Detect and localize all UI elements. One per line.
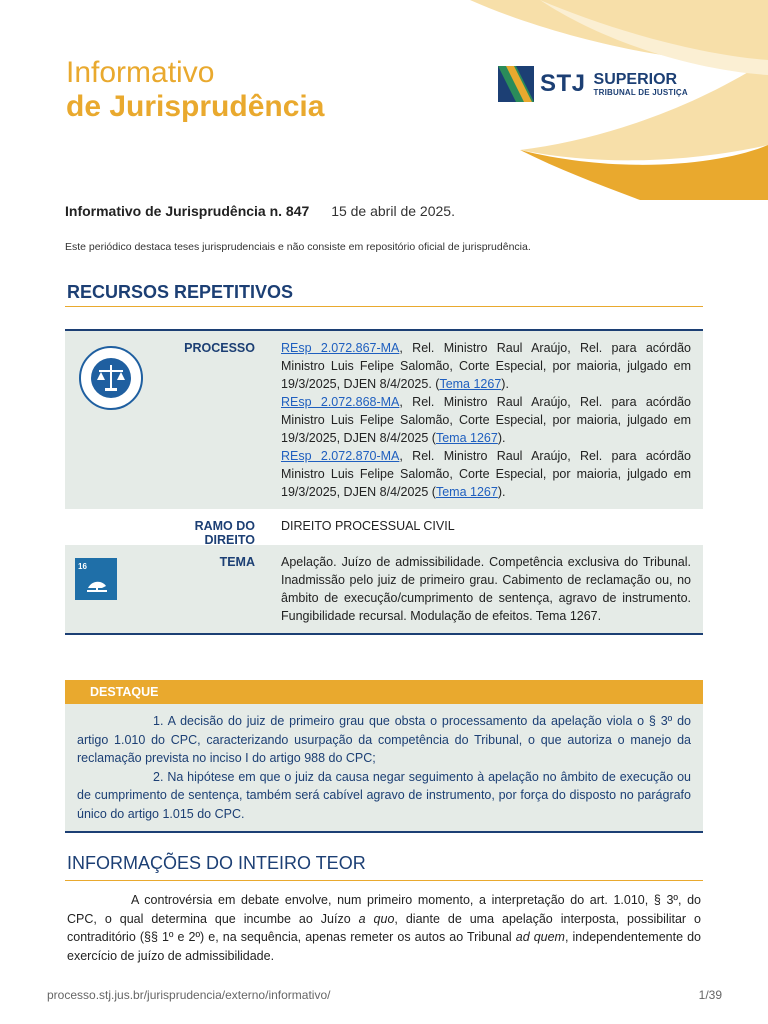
destaque-paragraph-2: 2. Na hipótese em que o juiz da causa negar seguimento à apelação no âmbito de execução ou de cumprimento de sentença, também será cabível agravo de instrumento, por força do disposto no parágrafo único do artigo 1.015 do CPC.	[77, 769, 691, 821]
destaque-paragraph-1: 1. A decisão do juiz de primeiro grau que obsta o processamento da apelação viola o § 3º do artigo 1.010 do CPC, caracterizando usurpação da competência do Tribunal, o que autoriza o manejo da reclamação prevista no inciso I do artigo 988 do CPC;	[77, 714, 691, 765]
ods-16-peace-justice-icon	[75, 558, 117, 600]
resp-link-1[interactable]: REsp 2.072.867-MA	[281, 341, 400, 355]
brand-title-line1: Informativo	[66, 56, 215, 89]
destaque-box	[65, 680, 703, 833]
processo-row	[65, 331, 703, 509]
tema-label: TEMA	[219, 555, 255, 569]
tema-link-3[interactable]: Tema 1267	[435, 485, 498, 499]
stj-logo	[498, 66, 688, 102]
precedente-qualificado-seal-icon	[78, 345, 144, 411]
ramo-row	[65, 509, 703, 545]
resp-link-3[interactable]: REsp 2.072.870-MA	[281, 449, 400, 463]
tema-link-2[interactable]: Tema 1267	[435, 431, 498, 445]
section-title: RECURSOS REPETITIVOS	[67, 282, 294, 302]
stj-name: SUPERIOR	[593, 70, 678, 88]
processo-entry: REsp 2.072.868-MA, Rel. Ministro Raul Araújo, Rel. para acórdão Ministro Luis Felipe Salomão, Corte Especial, por maioria, julgado em 19/3/2025, DJEN 8/4/2025 (Tema 1267).	[281, 395, 691, 445]
inteiro-teor-divider	[65, 880, 703, 881]
tema-row	[65, 545, 703, 633]
tema-value: Apelação. Juízo de admissibilidade. Competência exclusiva do Tribunal. Inadmissão pelo juiz de primeiro grau. Cabimento de reclamação ou, no âmbito de execução/cumprimento de sentença, agravo de instrumento. Fungibilidade recursal. Modulação de efeitos. Tema 1267.	[281, 555, 691, 623]
processo-entry: REsp 2.072.867-MA, Rel. Ministro Raul Araújo, Rel. para acórdão Ministro Luis Felipe Salomão, Corte Especial, por maioria, julgado em 19/3/2025, DJEN 8/4/2025. (Tema 1267).	[281, 341, 691, 391]
resp-link-2[interactable]: REsp 2.072.868-MA	[281, 395, 400, 409]
ramo-label: RAMO DO DIREITO	[194, 519, 255, 547]
section-divider	[65, 306, 703, 307]
stj-acronym: STJ	[540, 70, 586, 97]
processo-entry: REsp 2.072.870-MA, Rel. Ministro Raul Araújo, Rel. para acórdão Ministro Luis Felipe Salomão, Corte Especial, por maioria, julgado em 19/3/2025, DJEN 8/4/2025 (Tema 1267).	[281, 449, 691, 499]
ramo-value: DIREITO PROCESSUAL CIVIL	[281, 519, 455, 533]
tema-link-1[interactable]: Tema 1267	[439, 377, 502, 391]
issue-line	[65, 203, 455, 219]
destaque-body	[65, 704, 703, 833]
svg-text:16: 16	[78, 562, 87, 571]
inteiro-teor-title: INFORMAÇÕES DO INTEIRO TEOR	[67, 853, 366, 873]
case-info-table	[65, 329, 703, 635]
brand-title	[66, 56, 324, 124]
inteiro-teor-body	[67, 891, 701, 965]
inteiro-teor-paragraph: A controvérsia em debate envolve, num primeiro momento, a interpretação do art. 1.010, § 3º, do CPC, o qual determina que incumbe ao Juízo a quo, diante de uma apelação interposta, possibilitar o contraditório (§§ 1º e 2º) e, na sequência, apenas remeter os autos ao Tribunal ad quem, independentemente do exercício de juízo de admissibilidade.	[67, 893, 702, 963]
brand-title-line2: de Jurisprudência	[66, 90, 325, 123]
disclaimer: Este periódico destaca teses jurisprudenciais e não consiste em repositório oficial de jurisprudência.	[65, 241, 531, 253]
stj-mark-icon	[498, 66, 534, 102]
destaque-header: DESTAQUE	[65, 680, 703, 704]
stj-subname: TRIBUNAL DE JUSTIÇA	[593, 87, 688, 97]
processo-content	[255, 331, 703, 509]
footer-url[interactable]: processo.stj.jus.br/jurisprudencia/externo/informativo/	[47, 988, 331, 1002]
issue-date: 15 de abril de 2025.	[331, 203, 455, 219]
issue-number: Informativo de Jurisprudência n. 847	[65, 203, 310, 219]
page-number: 1/39	[698, 988, 722, 1002]
processo-label: PROCESSO	[184, 341, 255, 355]
